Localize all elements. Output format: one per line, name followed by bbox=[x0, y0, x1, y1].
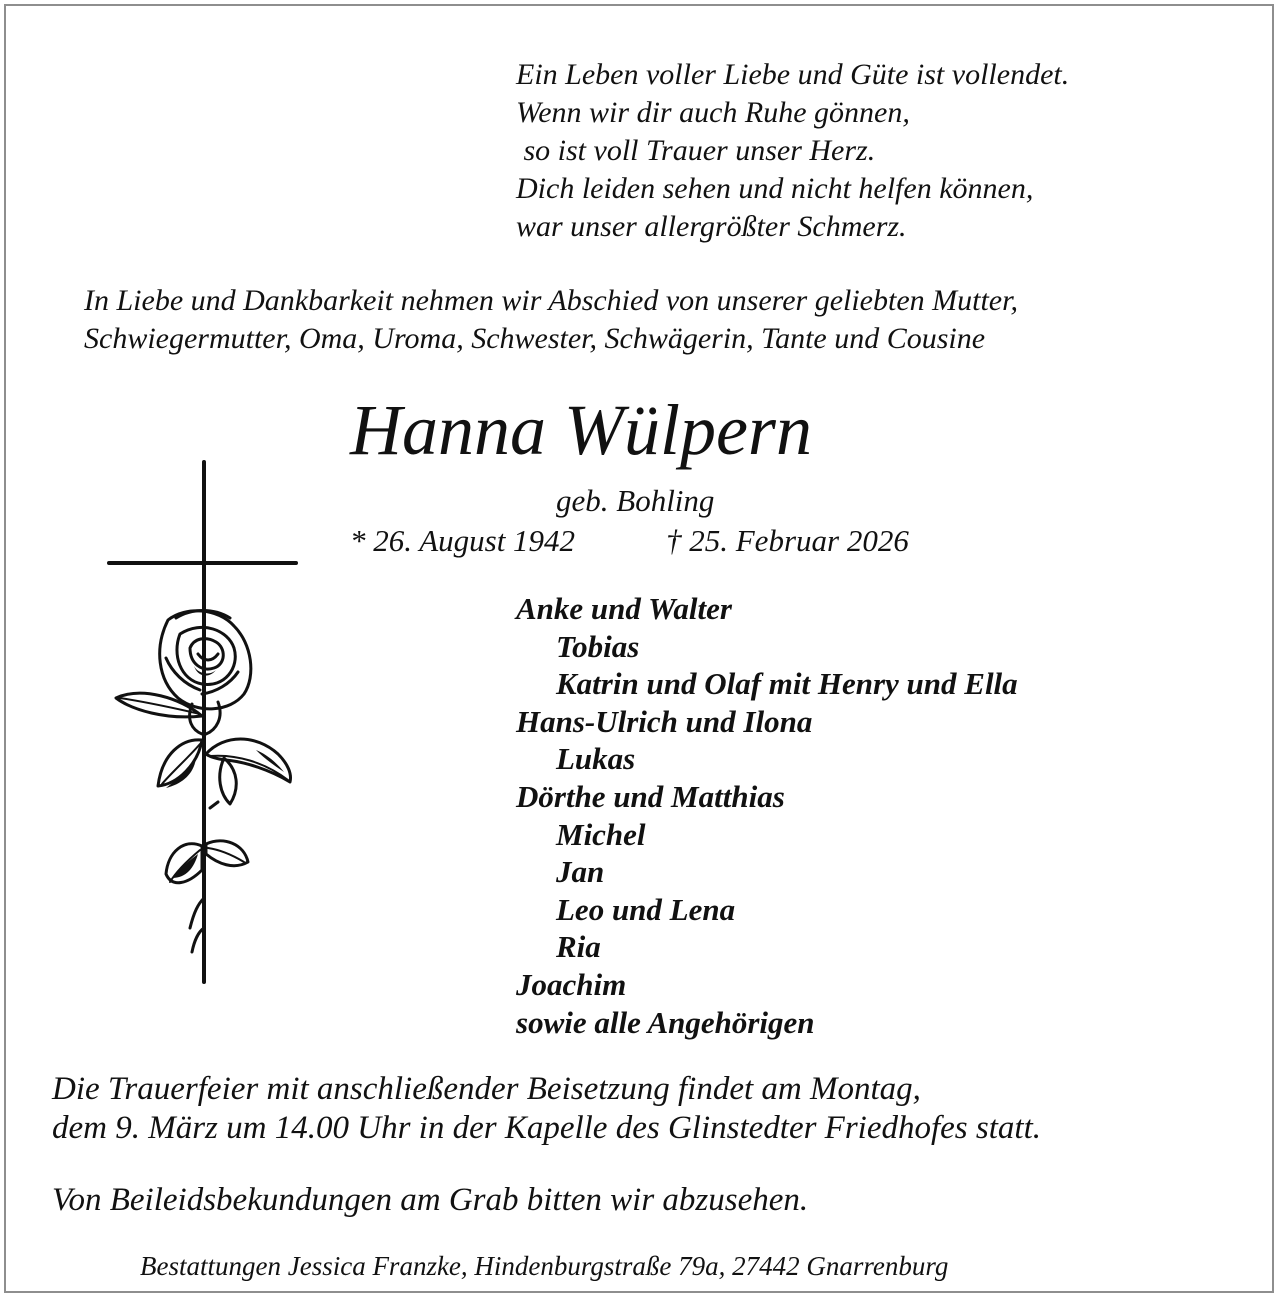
obituary-frame bbox=[4, 4, 1274, 1293]
poem-line: so ist voll Trauer unser Herz. bbox=[516, 134, 876, 167]
mourner-entry: Katrin und Olaf mit Henry und Ella bbox=[556, 666, 1018, 702]
mourner-entry: Dörthe und Matthias bbox=[516, 778, 785, 814]
mourners-list bbox=[516, 590, 1018, 1041]
mourner-entry: Michel bbox=[556, 816, 646, 852]
undertaker-info: Bestattungen Jessica Franzke, Hindenburgstraße 79a, 27442 Gnarrenburg bbox=[140, 1251, 949, 1281]
birth-date: * 26. August 1942 bbox=[350, 523, 576, 558]
deceased-name: Hanna Wülpern bbox=[350, 390, 812, 470]
birth-name: geb. Bohling bbox=[556, 483, 715, 518]
poem-line: Dich leiden sehen und nicht helfen können, bbox=[516, 172, 1034, 205]
cross-rose-illustration bbox=[106, 458, 306, 986]
mourner-entry: Jan bbox=[556, 854, 605, 890]
intro-line: Schwiegermutter, Oma, Uroma, Schwester, Schwägerin, Tante und Cousine bbox=[84, 322, 986, 355]
cross-with-rose-icon bbox=[106, 458, 306, 986]
mourner-entry: sowie alle Angehörigen bbox=[516, 1004, 815, 1040]
mourner-entry: Leo und Lena bbox=[556, 891, 736, 927]
rose-leaf bbox=[206, 739, 291, 804]
condolence-note: Von Beileidsbekundungen am Grab bitten wir abzusehen. bbox=[52, 1182, 809, 1218]
mourner-entry: Joachim bbox=[516, 966, 627, 1002]
service-line: dem 9. März um 14.00 Uhr in der Kapelle des Glinstedter Friedhofes statt. bbox=[52, 1110, 1042, 1146]
poem-line: Wenn wir dir auch Ruhe gönnen, bbox=[516, 96, 910, 129]
mourner-entry: Tobias bbox=[556, 628, 640, 664]
mourner-entry: Hans-Ulrich und Ilona bbox=[516, 703, 813, 739]
death-date: † 25. Februar 2026 bbox=[666, 523, 909, 558]
memorial-poem bbox=[516, 56, 1069, 246]
funeral-service-notice bbox=[52, 1070, 1041, 1148]
poem-line: Ein Leben voller Liebe und Güte ist vollendet. bbox=[516, 58, 1070, 91]
poem-line: war unser allergrößter Schmerz. bbox=[516, 210, 907, 243]
farewell-intro bbox=[84, 282, 1018, 358]
service-line: Die Trauerfeier mit anschließender Beisetzung findet am Montag, bbox=[52, 1071, 921, 1107]
mourner-entry: Lukas bbox=[556, 741, 636, 777]
mourner-entry: Ria bbox=[556, 929, 601, 965]
mourner-entry: Anke und Walter bbox=[516, 591, 732, 626]
intro-line: In Liebe und Dankbarkeit nehmen wir Abschied von unserer geliebten Mutter, bbox=[84, 284, 1018, 317]
